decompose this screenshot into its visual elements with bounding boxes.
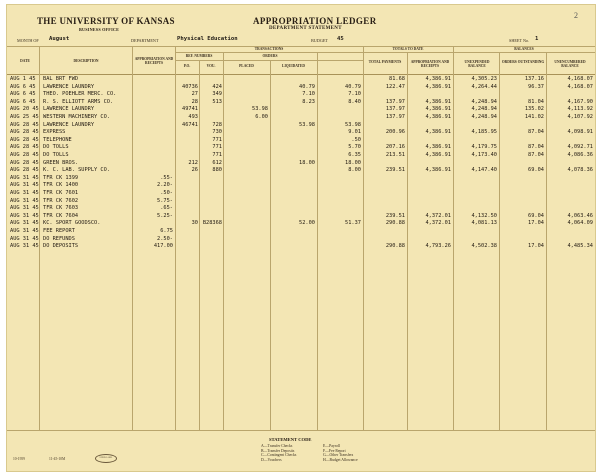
- union-label-mark: [95, 454, 117, 463]
- cell-unenc: 4,168.07: [567, 83, 593, 90]
- cell-desc: BAL BRT FWD: [43, 76, 79, 82]
- cell-desc: TFR CK 1399: [43, 174, 79, 181]
- cell-date: AUG 28 45: [10, 167, 39, 174]
- ledger-row: [7, 106, 595, 114]
- cell-approp: 417.00: [153, 243, 173, 250]
- col-balances: BALANCES: [514, 47, 534, 51]
- cell-desc: TFR CK 7602: [43, 197, 79, 204]
- transactions-rule: [175, 52, 363, 53]
- union-label-text: UNION LABEL: [99, 457, 113, 459]
- cell-liquidated: 8.23: [302, 98, 315, 105]
- budget-label: BUDGET: [311, 38, 328, 43]
- cell-date: AUG 6 45: [10, 98, 36, 105]
- cell-unexp: 4,179.75: [471, 144, 497, 151]
- cell-po: 28: [191, 98, 198, 105]
- ledger-row: [7, 160, 595, 168]
- col-appropriation: APPROPRIATION AND RECEIPTS: [134, 57, 174, 66]
- ledger-row: [7, 84, 595, 92]
- cell-vou: 771: [212, 152, 222, 158]
- ledger-row: [7, 99, 595, 107]
- cell-payment: 7.10: [348, 91, 361, 98]
- cell-po: 212: [188, 159, 198, 166]
- cell-approp: .65-: [160, 205, 173, 212]
- cell-desc: TFR CK 7601: [43, 190, 79, 196]
- cell-desc: LAWRENCE LAUNDRY: [43, 121, 95, 128]
- ledger-row: [7, 190, 595, 198]
- cell-unenc: 4,064.09: [567, 220, 593, 227]
- cell-desc: WESTERN MACHINERY CO.: [43, 114, 110, 120]
- ledger-row: [7, 114, 595, 122]
- cell-unenc: 4,167.90: [567, 98, 593, 105]
- col-po: P.O.: [183, 64, 191, 68]
- cell-total-app: 4,793.26: [425, 243, 451, 250]
- refnum-rule: [175, 60, 363, 61]
- cell-approp: .50-: [160, 190, 173, 196]
- cell-po: 46741: [182, 121, 198, 128]
- cell-total-pay: 200.96: [385, 129, 405, 136]
- ledger-row: [7, 167, 595, 175]
- col-vou: VOU.: [206, 64, 216, 68]
- corner-mark: 2: [574, 11, 578, 20]
- cell-desc: EXPRESS: [43, 129, 66, 136]
- cell-po: 40736: [182, 83, 198, 90]
- cell-liquidated: 53.98: [299, 121, 315, 128]
- cell-vou: 771: [212, 136, 222, 143]
- cell-total-pay: 122.47: [385, 83, 405, 90]
- cell-approp: 6.75: [160, 228, 173, 234]
- cell-out: 141.02: [524, 114, 544, 120]
- department-value: Physical Education: [177, 36, 238, 42]
- cell-desc: DO DEPOSITS: [43, 243, 79, 250]
- cell-desc: R. S. ELLIOTT ARMS CO.: [43, 98, 114, 105]
- cell-out: 17.04: [528, 220, 544, 227]
- cell-vou: 728: [212, 121, 222, 128]
- cell-payment: 51.37: [345, 220, 361, 227]
- cell-vou: 880: [212, 167, 222, 174]
- cell-payment: 53.98: [345, 121, 361, 128]
- month-label: MONTH OF: [17, 38, 39, 43]
- col-transactions: TRANSACTIONS: [254, 47, 284, 51]
- ledger-row: [7, 205, 595, 213]
- code-a: A—Transfer Checks: [261, 444, 293, 448]
- cell-date: AUG 31 45: [10, 212, 39, 219]
- col-unexpended: UNEXPENDED BALANCE: [464, 60, 490, 69]
- cell-unexp: 4,173.40: [471, 152, 497, 158]
- cell-out: 135.02: [524, 106, 544, 113]
- cell-desc: FEE REPORT: [43, 228, 75, 234]
- budget-value: 45: [337, 36, 344, 42]
- month-value: August: [49, 36, 70, 42]
- cell-total-app: 4,386.91: [425, 114, 451, 120]
- cell-total-pay: 290.88: [385, 220, 405, 227]
- cell-total-pay: 239.51: [385, 167, 405, 174]
- cell-total-pay: 137.97: [385, 98, 405, 105]
- cell-desc: K. C. LAB. SUPPLY CO.: [43, 167, 110, 174]
- cell-total-app: 4,386.91: [425, 83, 451, 90]
- cell-vou: 612: [212, 159, 222, 166]
- cell-liquidated: 52.00: [299, 220, 315, 227]
- cell-out: 87.04: [528, 152, 544, 158]
- cell-vou: 349: [212, 91, 222, 98]
- cell-desc: KC. SPORT GOODSCO.: [43, 220, 101, 227]
- cell-vou: 730: [212, 129, 222, 136]
- cell-payment: 18.00: [345, 159, 361, 166]
- code-f: F—Fee Report: [323, 448, 346, 453]
- col-description: DESCRIPTION: [73, 59, 99, 63]
- cell-unenc: 4,078.36: [567, 167, 593, 174]
- cell-date: AUG 25 45: [10, 114, 39, 120]
- code-d: D—Vouchers: [261, 457, 282, 462]
- cell-total-pay: 239.51: [385, 212, 405, 219]
- cell-desc: GREEN BROS.: [43, 159, 79, 166]
- cell-total-app: 4,372.01: [425, 212, 451, 219]
- col-liquidated: LIQUIDATED: [282, 64, 305, 68]
- cell-payment: 9.01: [348, 129, 361, 136]
- ledger-row: [7, 236, 595, 244]
- cell-total-pay: 81.68: [389, 76, 405, 82]
- col-ref-numbers: REF. NUMBERS: [185, 54, 213, 58]
- ledger-subtitle: DEPARTMENT STATEMENT: [269, 26, 342, 31]
- cell-date: AUG 31 45: [10, 205, 39, 212]
- cell-out: 87.04: [528, 129, 544, 136]
- cell-approp: 2.50-: [157, 235, 173, 242]
- col-placed: PLACED: [239, 64, 254, 68]
- cell-payment: 40.79: [345, 83, 361, 90]
- cell-vou: 771: [212, 144, 222, 151]
- header-bottom-rule: [7, 74, 595, 75]
- cell-total-app: 4,386.91: [425, 98, 451, 105]
- code-b: B—Transfer Deposits: [261, 448, 295, 453]
- ledger-row: [7, 129, 595, 137]
- cell-total-pay: 137.97: [385, 114, 405, 120]
- cell-date: AUG 31 45: [10, 220, 39, 227]
- cell-po: 27: [191, 91, 198, 98]
- sheet-label: SHEET No.: [509, 38, 530, 43]
- cell-desc: THEO. POEHLER MERC. CO.: [43, 91, 117, 98]
- cell-desc: DO TOLLS: [43, 144, 69, 151]
- col-totals-to-date: TOTALS TO DATE: [392, 47, 424, 51]
- cell-out: 87.04: [528, 144, 544, 151]
- cell-po: 49741: [182, 106, 198, 113]
- cell-approp: .55-: [160, 174, 173, 181]
- cell-po: 30: [191, 220, 198, 227]
- code-c: C—Contingent Checks: [261, 453, 297, 458]
- ledger-row: [7, 91, 595, 99]
- cell-total-pay: 290.88: [385, 243, 405, 250]
- cell-liquidated: 40.79: [299, 83, 315, 90]
- cell-total-app: 4,386.91: [425, 129, 451, 136]
- code-g: G—Other Transfers: [323, 453, 354, 458]
- totals-rule: [363, 52, 595, 53]
- cell-payment: 5.70: [348, 144, 361, 151]
- cell-unenc: 4,485.34: [567, 243, 593, 250]
- codes-right: [323, 444, 358, 462]
- cell-approp: 2.20-: [157, 182, 173, 189]
- cell-date: AUG 20 45: [10, 106, 39, 113]
- cell-date: AUG 28 45: [10, 144, 39, 151]
- cell-date: AUG 6 45: [10, 91, 36, 98]
- cell-unexp: 4,248.94: [471, 114, 497, 120]
- col-approp-receipts: APPROPRIATION AND RECEIPTS: [410, 60, 450, 69]
- ledger-title: APPROPRIATION LEDGER: [253, 16, 377, 26]
- cell-total-pay: 207.16: [385, 144, 405, 151]
- cell-desc: TFR CK 7604: [43, 212, 79, 219]
- cell-date: AUG 1 45: [10, 76, 36, 82]
- cell-out: 137.16: [524, 76, 544, 82]
- cell-total-app: 4,386.91: [425, 106, 451, 113]
- cell-unexp: 4,081.13: [471, 220, 497, 227]
- cell-po: 26: [191, 167, 198, 174]
- cell-placed: 53.98: [252, 106, 268, 113]
- ledger-row: [7, 144, 595, 152]
- cell-approp: 5.75-: [157, 197, 173, 204]
- cell-unexp: 4,132.50: [471, 212, 497, 219]
- col-date: DATE: [20, 59, 30, 63]
- codes-left: [261, 444, 296, 462]
- ledger-row: [7, 182, 595, 190]
- cell-unexp: 4,147.40: [471, 167, 497, 174]
- ledger-row: [7, 76, 595, 84]
- ledger-row: [7, 198, 595, 206]
- cell-total-app: 4,386.91: [425, 167, 451, 174]
- business-office: BUSINESS OFFICE: [79, 27, 120, 32]
- cell-total-pay: 137.97: [385, 106, 405, 113]
- col-total-payments: TOTAL PAYMENTS: [368, 60, 402, 64]
- cell-desc: LAWRENCE LAUNDRY: [43, 83, 95, 90]
- cell-unenc: 4,086.36: [567, 152, 593, 158]
- cell-liquidated: 7.10: [302, 91, 315, 98]
- cell-date: AUG 31 45: [10, 182, 39, 189]
- cell-unexp: 4,185.95: [471, 129, 497, 136]
- cell-desc: TFR CK 7603: [43, 205, 79, 212]
- cell-total-app: 4,386.91: [425, 76, 451, 82]
- ledger-row: [7, 122, 595, 130]
- cell-desc: TFR CK 1400: [43, 182, 79, 189]
- sheet-value: 1: [535, 36, 539, 42]
- cell-unenc: 4,168.07: [567, 76, 593, 82]
- col-orders: ORDERS: [262, 54, 278, 58]
- ledger-row: [7, 228, 595, 236]
- form-date: 11-45-10M: [49, 457, 66, 461]
- cell-vou: 424: [212, 83, 222, 90]
- cell-unexp: 4,248.94: [471, 106, 497, 113]
- cell-payment: 8.40: [348, 98, 361, 105]
- cell-out: 69.04: [528, 212, 544, 219]
- university-name: THE UNIVERSITY OF KANSAS: [37, 16, 175, 26]
- cell-date: AUG 28 45: [10, 121, 39, 128]
- cell-date: AUG 28 45: [10, 152, 39, 158]
- cell-out: 17.04: [528, 243, 544, 250]
- cell-total-app: 4,386.91: [425, 152, 451, 158]
- cell-placed: 6.00: [255, 114, 268, 120]
- cell-date: AUG 28 45: [10, 136, 39, 143]
- cell-unexp: 4,264.44: [471, 83, 497, 90]
- cell-desc: LAWRENCE LAUNDRY: [43, 106, 95, 113]
- col-orders-outstanding: ORDERS OUTSTANDING: [501, 60, 545, 64]
- cell-date: AUG 31 45: [10, 228, 39, 234]
- form-number: 10-1959: [13, 457, 25, 461]
- cell-unenc: 4,113.92: [567, 106, 593, 113]
- cell-total-app: 4,372.01: [425, 220, 451, 227]
- col-unencumbered: UNENCUMBERED BALANCE: [554, 60, 586, 69]
- cell-desc: TELEPHONE: [43, 136, 72, 143]
- cell-approp: 5.25-: [157, 212, 173, 219]
- cell-out: 69.04: [528, 167, 544, 174]
- ledger-row: [7, 220, 595, 228]
- cell-out: 81.04: [528, 98, 544, 105]
- cell-date: AUG 31 45: [10, 243, 39, 250]
- ledger-row: [7, 213, 595, 221]
- cell-liquidated: 18.00: [299, 159, 315, 166]
- cell-date: AUG 28 45: [10, 129, 39, 136]
- cell-date: AUG 31 45: [10, 190, 39, 196]
- ledger-sheet: [6, 4, 596, 472]
- cell-payment: .50: [351, 136, 361, 143]
- cell-date: AUG 31 45: [10, 174, 39, 181]
- cell-desc: DO REFUNDS: [43, 235, 75, 242]
- cell-unexp: 4,305.23: [471, 76, 497, 82]
- cell-payment: 6.35: [348, 152, 361, 158]
- cell-out: 96.37: [528, 83, 544, 90]
- ledger-row: [7, 243, 595, 251]
- cell-unenc: 4,107.92: [567, 114, 593, 120]
- cell-vou: 513: [212, 98, 222, 105]
- cell-unenc: 4,092.71: [567, 144, 593, 151]
- ledger-row: [7, 175, 595, 183]
- cell-unexp: 4,248.94: [471, 98, 497, 105]
- cell-date: AUG 31 45: [10, 197, 39, 204]
- cell-total-pay: 213.51: [385, 152, 405, 158]
- cell-unexp: 4,502.38: [471, 243, 497, 250]
- ledger-row: [7, 152, 595, 160]
- cell-vou: B28368: [202, 220, 222, 227]
- cell-unenc: 4,098.91: [567, 129, 593, 136]
- cell-payment: 8.00: [348, 167, 361, 174]
- cell-total-app: 4,386.91: [425, 144, 451, 151]
- table-bottom-rule: [7, 430, 595, 431]
- cell-date: AUG 28 45: [10, 159, 39, 166]
- department-label: DEPARTMENT: [131, 38, 159, 43]
- cell-po: 493: [188, 114, 198, 120]
- ledger-row: [7, 137, 595, 145]
- cell-date: AUG 6 45: [10, 83, 36, 90]
- cell-unenc: 4,063.46: [567, 212, 593, 219]
- cell-desc: DO TOLLS: [43, 152, 69, 158]
- code-e: E—Payroll: [323, 444, 341, 448]
- statement-code-title: STATEMENT CODE: [269, 437, 312, 442]
- cell-date: AUG 31 45: [10, 235, 39, 242]
- code-h: H—Budget Allowance: [323, 457, 358, 462]
